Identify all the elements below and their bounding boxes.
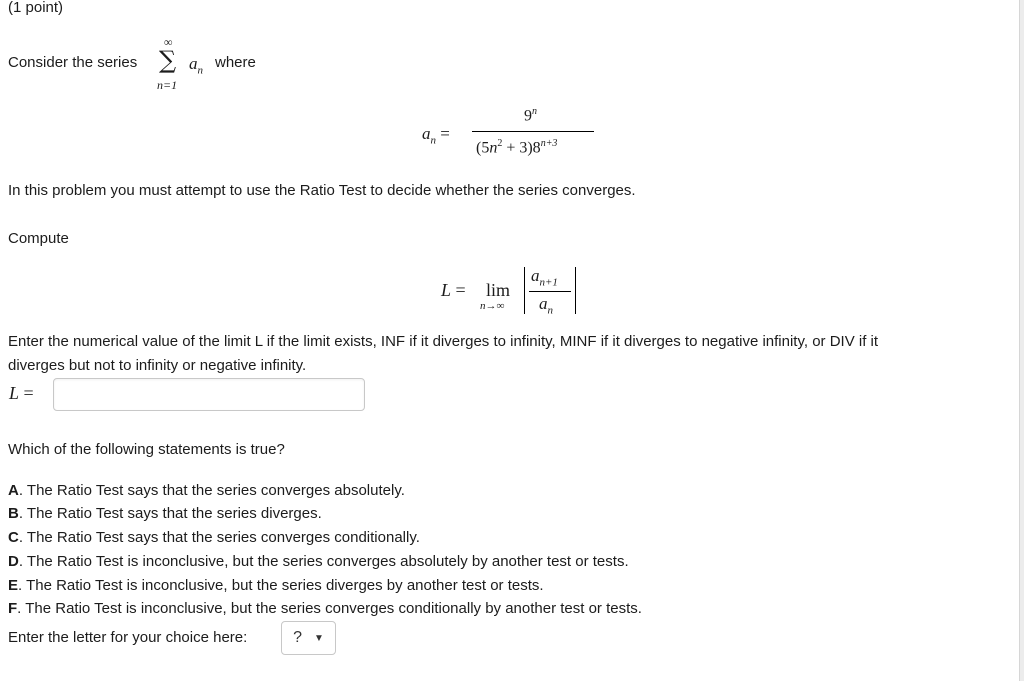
an-denominator (476, 138, 557, 158)
an-fraction-bar (472, 131, 594, 132)
answer-equals: = (23, 383, 34, 403)
enter-instruction-line2: diverges but not to infinity or negative infinity. (8, 357, 307, 374)
option-e (8, 577, 544, 595)
question-prompt: Which of the following statements is true? (8, 441, 285, 458)
den-sq: 2 (497, 138, 503, 149)
option-f (8, 600, 642, 618)
option-c-letter: C (8, 529, 19, 546)
compute-label: Compute (8, 230, 69, 247)
ratio-fraction-bar (529, 291, 571, 292)
answer-L: L (9, 383, 20, 403)
option-e-text: . The Ratio Test is inconclusive, but the series diverges by another test or tests. (18, 577, 544, 594)
option-b-text: . The Ratio Test says that the series diverges. (18, 505, 322, 522)
option-a-letter: A (8, 482, 19, 499)
option-e-letter: E (8, 577, 19, 594)
choice-dropdown[interactable] (281, 621, 336, 655)
option-f-letter: F (8, 600, 18, 617)
option-a (8, 482, 405, 500)
option-b (8, 505, 322, 523)
ratio-den-a: a (539, 294, 548, 313)
term-a: a (189, 54, 198, 73)
lim-subscript: n→∞ (480, 300, 505, 312)
num-exp: n (532, 106, 537, 117)
limit-answer-input[interactable] (53, 378, 365, 411)
lim-operator: lim (486, 280, 511, 300)
where-text: where (215, 54, 256, 71)
option-d (8, 553, 629, 571)
option-f-text: . The Ratio Test is inconclusive, but the series converges conditionally by another test or tests. (17, 600, 642, 617)
ratio-den-sub: n (547, 304, 553, 317)
sum-lower-limit: n=1 (157, 78, 178, 92)
an-lhs-sub: n (430, 134, 436, 147)
den-open: (5 (476, 139, 490, 157)
den-rest: + 3)8 (502, 139, 541, 157)
option-c-text: . The Ratio Test says that the series converges conditionally. (18, 529, 420, 546)
option-d-text: . The Ratio Test is inconclusive, but the series converges absolutely by another test or tests. (18, 553, 629, 570)
option-a-text: . The Ratio Test says that the series converges absolutely. (18, 482, 405, 499)
num-base: 9 (524, 107, 532, 125)
option-c (8, 529, 420, 547)
ratio-num-sub: n+1 (539, 276, 558, 289)
option-b-letter: B (8, 505, 19, 522)
abs-bar-left (524, 267, 525, 314)
ratio-denominator (539, 294, 553, 318)
abs-bar-right (575, 267, 576, 314)
ratio-test-instruction: In this problem you must attempt to use the Ratio Test to decide whether the series converges. (8, 182, 636, 199)
series-term (189, 54, 203, 78)
ratio-num-a: a (531, 266, 540, 285)
an-lhs (422, 124, 450, 148)
den-exp: n+3 (540, 138, 558, 149)
sigma-symbol: ∑ (159, 46, 177, 74)
ratio-numerator (531, 266, 558, 290)
den-n: n (489, 139, 498, 157)
sum-upper-limit: ∞ (164, 35, 173, 49)
an-equals: = (440, 124, 450, 143)
term-sub: n (197, 64, 203, 77)
answer-label (9, 383, 34, 405)
scroll-edge (1019, 0, 1024, 681)
points-label: (1 point) (8, 0, 64, 16)
option-d-letter: D (8, 553, 19, 570)
choice-value: ? (293, 629, 302, 646)
intro-text: Consider the series (8, 54, 138, 71)
choice-label: Enter the letter for your choice here: (8, 629, 248, 646)
L-symbol: L (441, 280, 452, 300)
an-numerator (524, 106, 537, 126)
L-equals: = (455, 280, 466, 300)
chevron-down-icon: ▼ (314, 632, 324, 644)
L-lhs (441, 280, 466, 302)
an-lhs-a: a (422, 124, 431, 143)
enter-instruction-line1: Enter the numerical value of the limit L if the limit exists, INF if it diverges to infinity, MINF if it diverges to negative infinity, or DIV if it (8, 333, 879, 350)
